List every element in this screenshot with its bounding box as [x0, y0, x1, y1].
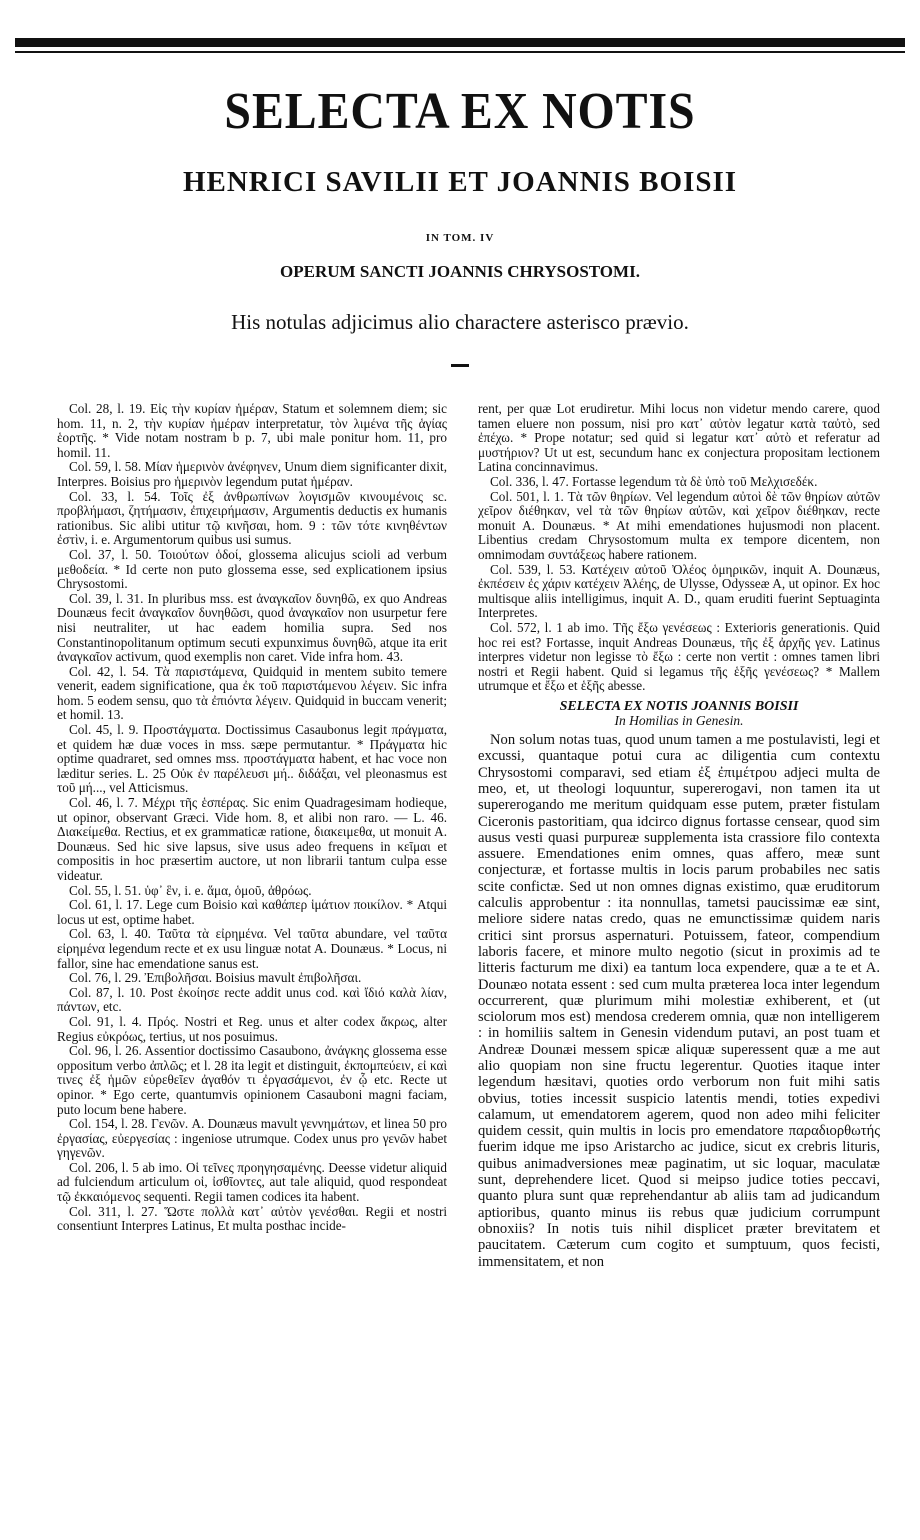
note-paragraph: Col. 61, l. 17. Lege cum Boisio καὶ καθάπερ ἱμάτιον ποικίλον. * Atqui locus ut est, optime habet.: [57, 897, 447, 927]
note-paragraph: Col. 63, l. 40. Ταῦτα τὰ εἰρημένα. Vel ταῦτα abundare, vel ταῦτα εἰρημένα legendum recte et ex usu linguæ notat A. Dounæus. * Locus, ni fallor, sine hac emendatione sanus est.: [57, 926, 447, 971]
note-paragraph: Col. 154, l. 28. Γενῶν. A. Dounæus mavult γεννημάτων, et linea 50 pro ἐργασίας, εὐεργεσίας : ingeniose utrumque. Codex unus pro γενῶν habet γηγενῶν.: [57, 1116, 447, 1161]
note-paragraph: Col. 91, l. 4. Πρός. Nostri et Reg. unus et alter codex ἄκρως, alter Regius εὐκρόως, tertius, ut nos posuimus.: [57, 1013, 447, 1044]
note-paragraph: Col. 45, l. 9. Προστάγματα. Doctissimus Casaubonus legit πράγματα, et quidem hæ duæ voces in mss. sæpe permutantur. * Πράγματα hic optime quadraret, sed omnes mss. προστάγματα habent, et hac voce non læditur series. L. 25 Οὐκ ἐν παρέλευσι μή.. διδάξαι, vel pleonasmus est τοῦ μή..., vel Atticismus.: [57, 722, 447, 796]
note-paragraph: Col. 336, l. 47. Fortasse legendum τὰ δὲ ὑπὸ τοῦ Μελχισεδέκ.: [490, 473, 818, 489]
note-paragraph: Col. 33, l. 54. Τοῖς ἐξ ἀνθρωπίνων λογισμῶν κινουμένοις sc. προβλήμασι, ζητήμασιν, ἐπιχειρήμασιν, Argumentis deductis ex humanis rationibus. Sic alibi utitur τῷ κινῆσαι, hom. 9 : τῶν τότε κινηθέντων ἐστὶν, i. e. Argumentorum quibus usi sumus.: [57, 488, 447, 548]
page-title: SELECTA EX NOTIS: [224, 83, 696, 140]
separator-dash: [451, 364, 469, 367]
note-paragraph: Col. 28, l. 19. Εἰς τὴν κυρίαν ἡμέραν, Statum et solemnem diem; sic hom. 11, n. 2, τὴν κυρίαν ἡμέραν interpretatur, τὸν λιμένα τῆς ἁγίας ἑορτῆς. * Vide notam nostram b p. 7, ubi male ponitur hom. 11, pro homil. 11.: [57, 402, 447, 460]
note-paragraph: Col. 42, l. 54. Τὰ παριστάμενα, Quidquid in mentem subito temere venerit, eadem significatione, qua ἐκ τοῦ παριστάμενου λέγειν. Sic infra hom. 5 eodem sensu, quo τὰ ἐπιόντα λέγειν. Quidquid in buccam venerit; et homil. 13.: [57, 663, 447, 723]
note-paragraph: Col. 46, l. 7. Μέχρι τῆς ἑσπέρας. Sic enim Quadragesimam hodieque, ut opinor, observant Græci. Vide hom. 8, et alibi non raro. — L. 46. Διακείμεθα. Rectius, et ex grammaticæ ratione, διακειμεθα, ut monuit A. Dounæus. Sed hic sive lapsus, sive usus adeo frequens in κεῖμαι et compositis in hoc præsertim auctore, ut non librarii tantum culpa esse videatur.: [57, 795, 447, 883]
section-body: Non solum notas tuas, quod unum tamen a me postulavisti, legi et excussi, quantaque potui cura ac diligentia cum contextu Chrysostomi comparavi, sed etiam ἐξ ἐπιμέτρου adjeci multa de meo, et, ut theologi loquuntur, supererogavi, non tamen ita ut supererogando me meritum quidquam esse putem, præter fistulam Ciceronis pastoritiam, qua idcirco dignus fortasse censear, quod sim ausus vesti quasi purpureæ supplementa ista crassiore filo contexta assuere. Emendationes enim omnes, quas affero, meæ sunt conjecturæ, et fortasse multis in locis parum probabiles nec satis scite confictæ. Sed ut non omnes dignas existimo, quæ eruditorum calculis approbentur : ita nonnullas, tametsi paucissimæ eæ sint, meliore sidere natas credo, quas ne emunctissimæ quidem naris critici sint prorsus aspernaturi. Potuissem, fateor, compendium laboris facere, et minore multo negotio (sicut in proximis ad te litteris facturum me dixi) ea tantum loca expendere, quæ a te et A. Dounæo notata essent : sed cum multa præterea loca inter legendum occurrerent, quæ plurimum mihi molestiæ exhiberent, et (ut sciolorum mos est) mendosa crederem omnia, quæ non intelligerem : in homiliis saltem in Genesin videndum putavi, an post tuam et Andreæ Dounæi messem spicæ aliquæ superessent quæ a me aut alio quopiam non sine fructu legerentur. Quoties itaque inter legendum hæsitavi, quoties ordo verborum non fuit mihi satis obvius, toties incessit suspicio latentis mendi, toties expedivi calamum, ut emendatorem agerem, quod non adeo mihi feliciter quidem cessit, quin multis in locis pro emendatore παραδιορθωτής fuerim idque me ipso Aristarcho ac judice, sicut ex crebris lituris, quibus animadversiones meæ paginatim, ut sic loquar, maculatæ sunt, deprehendere licet. Quod si meipso judice toties peccavi, quanto plura sunt quæ reprehendantur ab aliis tam ad judicandum aptioribus, quanto minus iis rebus quæ judicium corrumpunt obnoxiis? In notis tuis nihil displicet præter brevitatem et paucitatem. Cæterum cum cogito et sumptuum, quos fecisti, immensitatem, et non: [478, 732, 880, 1270]
page-subtitle: HENRICI SAVILII ET JOANNIS BOISII: [182, 166, 738, 198]
note-paragraph: Col. 311, l. 27. Ὥστε πολλὰ κατ᾽ αὐτὸν γενέσθαι. Regii et nostri consentiunt Interpres Latinus, Et multa posthac incide-: [57, 1203, 447, 1234]
opera-line: OPERUM SANCTI JOANNIS CHRYSOSTOMI.: [280, 262, 640, 281]
left-column: [57, 402, 447, 1427]
note-paragraph: Col. 87, l. 10. Post ἐκοίησε recte addit unus cod. καὶ ἴδιό καλὰ λίαν, πάντων, etc.: [57, 984, 447, 1015]
volume-line: IN TOM. IV: [425, 232, 495, 244]
note-paragraph: Col. 572, l. 1 ab imo. Τῆς ἔξω γενέσεως : Exterioris generationis. Quid hoc rei est? Fortasse, inquit Andreas Dounæus, τῆς ἐξ ἀρχῆς γεν. Latinus interpres videtur non legisse τὸ ἔξω : certe non vertit : omnes tamen libri nostri et Regii habent. Quid si legamus τῆς ἑξῆς γενέσεως? * Mallem utrumque et ἔξω et ἑξῆς abesse.: [478, 619, 880, 694]
section-subtitle: In Homilias in Genesin.: [614, 713, 744, 729]
note-paragraph: Col. 206, l. 5 ab imo. Οἱ τεῖνες προηγησαμένης. Deesse videtur aliquid ad fulciendum articulum οἱ, ἰσθῖοντες, aut tale aliquid, quod respondeat τῷ ἐκκαιόμενος sequenti. Regii tamen codices ita habent.: [57, 1159, 447, 1205]
note-paragraph: Col. 539, l. 53. Κατέχειν αὐτοῦ Ὀλέος ὁμηρικῶν, inquit A. Dounæus, ἐκπέσειν ἐς χάριν κατέχειν Ἀλέης, de Ulysse, Odysseæ A, ut opinor. Ex hoc multisque aliis intelligimus, inquit A. D., quam eruditi fuerint Septuaginta Interpretes.: [478, 561, 880, 621]
note-paragraph: Col. 39, l. 31. In pluribus mss. est ἀναγκαῖον δυνηθῶ, ex quo Andreas Dounæus fecit ἀναγκαῖον δυνηθῶσι, quod ἀναγκαῖον non usurpetur fere nisi neutraliter, ut hac eadem homilia supra. Sed nos Constantinopolitanum optimum secuti expunximus δυνηθῶ, atque ita erit ἀναγκαῖον activum, quod exemplis non caret. Vide infra hom. 43.: [57, 590, 447, 665]
header-rule-thick: [15, 38, 905, 47]
note-paragraph: Col. 59, l. 58. Μίαν ἡμερινὸν ἀνέφηνεν, Unum diem significanter dixit, Interpres. Boisius pro ἡμερινὸν legendum putat ἡμέραν.: [57, 459, 447, 489]
right-column: [478, 402, 880, 1427]
note-paragraph: rent, per quæ Lot erudiretur. Mihi locus non videtur mendo carere, quod tamen eluere non possum, nisi pro κατ᾽ αὐτὸν legatur κατὰ ταὐτὸ, sed ἐπέχω. * Prope notatur; sed quid si legatur κατ᾽ αὐτὸ et referatur ad μυστήριον? Ut ut est, secundum hanc ex conjectura propositam lectionem Latina concinnavimus.: [478, 402, 880, 475]
note-paragraph: Col. 96, l. 26. Assentior doctissimo Casaubono, ἀνάγκης glossema esse oppositum verbo ἀπλῶς; et l. 28 ita legit et distinguit, ἐκπομπεύειν, εἰ καὶ τινες ἐξ ἡμῶν εὑρεθεῖεν ἀγαθόν τι ἐργασάμενοι, ἐν ᾧ etc. Recte ut opinor. * Ego certe, quantumvis opinionem Casauboni magni faciam, puto locum bene habere.: [57, 1043, 447, 1117]
note-paragraph: Col. 37, l. 50. Τοιούτων ὁδοί, glossema alicujus scioli ad verbum μεθοδεία. * Id certe non puto glossema esse, sed explicationem ipsius Chrysostomi.: [57, 546, 447, 592]
section-title: SELECTA EX NOTIS JOANNIS BOISII: [559, 698, 799, 714]
note-paragraph: Col. 501, l. 1. Τὰ τῶν θηρίων. Vel legendum αὐτοὶ δὲ τῶν θηρίων αὐτῶν χεῖρον διέθηκαν, vel τὰ τῶν θηρίων αὐτῶν, καὶ χεῖρον διέθηκαν, recte monuit A. Dounæus. * At mihi emendationes hujusmodi non placent. Libentius credam Chrysostomum multa ex tempore dicentem, non omnimodam συντάξεως habere rationem.: [478, 488, 880, 562]
note-paragraph: Col. 55, l. 51. ὑφ᾽ ἓν, i. e. ἅμα, ὁμοῦ, ἀθρόως.: [69, 882, 312, 898]
note-paragraph: Col. 76, l. 29. Ἐπιβολῆσαι. Boisius mavult ἐπιβολῆσαι.: [69, 970, 362, 986]
notula-line: His notulas adjicimus alio charactere asterisco prævio.: [231, 310, 689, 334]
header-rule-thin: [15, 51, 905, 53]
